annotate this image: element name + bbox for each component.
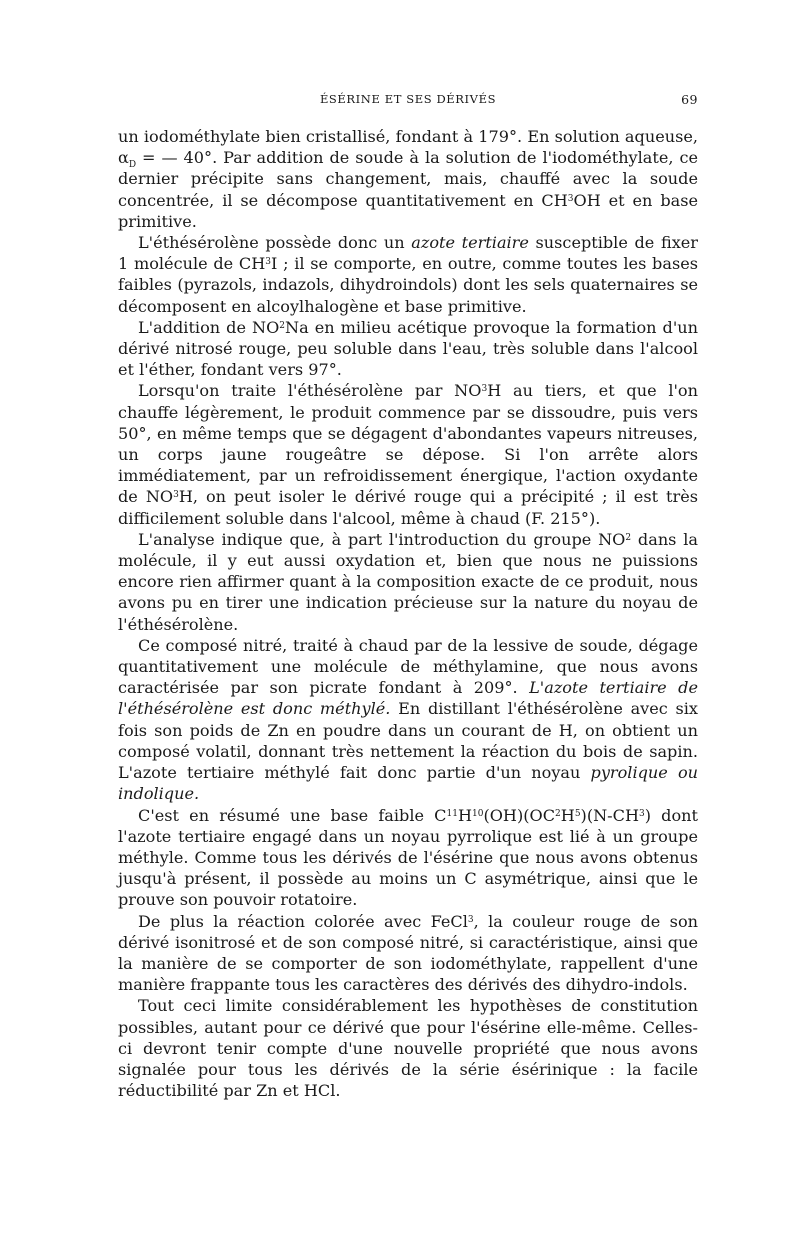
page-number: 69 bbox=[681, 92, 698, 107]
body-text bbox=[118, 126, 698, 1101]
text-run: L'analyse indique que, à part l'introduction du groupe NO bbox=[138, 529, 626, 549]
superscript: 11 bbox=[446, 808, 458, 819]
superscript: 3 bbox=[481, 384, 488, 395]
text-run: = — 40°. Par addition de soude à la solution de l'iodométhylate, ce dernier précipite sans changement, mais, chauffé avec la soude concentrée, il se décompose quantitativement en CH bbox=[118, 148, 698, 210]
text-run: H bbox=[560, 805, 575, 825]
paragraph bbox=[118, 635, 698, 805]
paragraph bbox=[118, 380, 698, 528]
superscript: 3 bbox=[567, 193, 574, 204]
paragraph bbox=[118, 995, 698, 1101]
text-run: H bbox=[457, 805, 472, 825]
italic-run: azote tertiaire bbox=[411, 233, 529, 253]
subscript: D bbox=[128, 160, 137, 171]
text-run: )(N-CH bbox=[580, 805, 639, 825]
italic-run: L'azote tertiaire de l'éthésérolène est donc méthylé. bbox=[118, 678, 698, 719]
text-run: C'est en résumé une base faible C bbox=[138, 805, 447, 825]
text-run: Tout ceci limite considérablement les hypothèses de constitution possibles, autant pour ce dérivé que pour l'ésérine elle-même. Celles-ci devront tenir compte d'une nouvelle propriété que nous avons signalée pour tous les dérivés de la série ésérinique : la facile réductibilité par Zn et HCl. bbox=[118, 996, 698, 1101]
text-run: H au tiers, et que l'on chauffe légèrement, le produit commence par se dissoudre, puis vers 50°, en même temps que se dégagent d'abondantes vapeurs nitreuses, un corps jaune rougeâtre se dépose. Si l'on arrête alors immédiatement, par un refroidissement énergique, l'action oxydante de NO bbox=[118, 381, 698, 507]
text-run: un iodométhylate bien cristallisé, fondant à 179°. En solution aqueuse, α bbox=[118, 127, 698, 168]
text-run: L'addition de NO bbox=[138, 317, 280, 337]
text-run: Na en milieu acétique provoque la formation d'un dérivé nitrosé rouge, peu soluble dans l'eau, très soluble dans l'alcool et l'éther, fondant vers 97°. bbox=[118, 317, 698, 380]
paragraph bbox=[118, 126, 698, 232]
superscript: 10 bbox=[472, 808, 484, 819]
superscript: 3 bbox=[467, 914, 474, 925]
text-run: Lorsqu'on traite l'éthésérolène par NO bbox=[138, 381, 482, 401]
text-run: En distillant l'éthésérolène avec six fois son poids de Zn en poudre dans un courant de H, on obtient un composé volatil, donnant très nettement la réaction du bois de sapin. L'azote tertiaire méthylé fait donc partie d'un noyau bbox=[118, 699, 698, 783]
text-run: L'éthésérolène possède donc un bbox=[138, 233, 412, 253]
text-run: H, on peut isoler le dérivé rouge qui a précipité ; il est très difficilement soluble dans l'alcool, même à chaud (F. 215°). bbox=[118, 487, 698, 528]
superscript: 2 bbox=[625, 532, 632, 543]
italic-run: pyrolique ou indolique. bbox=[118, 763, 698, 804]
paragraph bbox=[118, 232, 698, 317]
paragraph bbox=[118, 529, 698, 635]
text-run: ) dont l'azote tertiaire engagé dans un noyau pyrrolique est lié à un groupe méthyle. Comme tous les dérivés de l'ésérine que nous avons obtenus jusqu'à présent, il possède au moins un C asymétrique, ainsi que le prouve son pouvoir rotatoire. bbox=[118, 805, 698, 910]
paragraph bbox=[118, 317, 698, 381]
superscript: 3 bbox=[638, 808, 645, 819]
text-run: susceptible de fixer 1 molécule de CH bbox=[118, 233, 698, 274]
superscript: 5 bbox=[574, 808, 581, 819]
text-run: , la couleur rouge de son dérivé isonitrosé et de son composé nitré, si caractéristique, ainsi que la manière de se comporter de son iodométhylate, rappellent d'une manière frappante tous les caractères des dérivés des dihydro-indols. bbox=[118, 911, 698, 995]
text-run: De plus la réaction colorée avec FeCl bbox=[138, 911, 468, 931]
text-run: (OH)(OC bbox=[483, 805, 556, 825]
superscript: 3 bbox=[265, 257, 271, 268]
superscript: 2 bbox=[555, 808, 561, 819]
superscript: 3 bbox=[173, 490, 179, 501]
text-run: dans la molécule, il y eut aussi oxydation et, bien que nous ne puissions encore rien affirmer quant à la composition exacte de ce produit, nous avons pu en tirer une indication précieuse sur la nature du noyau de l'éthésérolène. bbox=[118, 529, 698, 634]
paragraph bbox=[118, 805, 698, 911]
superscript: 2 bbox=[279, 320, 286, 331]
text-run: I ; il se comporte, en outre, comme toutes les bases faibles (pyrazols, indazols, dihydroindols) dont les sels quaternaires se décomposent en alcoylhalogène et base primitive. bbox=[118, 254, 698, 316]
page-header bbox=[118, 92, 698, 114]
book-page bbox=[118, 92, 698, 1101]
running-title: ÉSÉRINE ET SES DÉRIVÉS bbox=[319, 92, 497, 106]
text-run: OH et en base primitive. bbox=[118, 190, 699, 231]
paragraph bbox=[118, 911, 698, 996]
text-run: Ce composé nitré, traité à chaud par de la lessive de soude, dégage quantitativement une molécule de méthylamine, que nous avons caractérisée par son picrate fondant à 209°. bbox=[118, 635, 698, 698]
